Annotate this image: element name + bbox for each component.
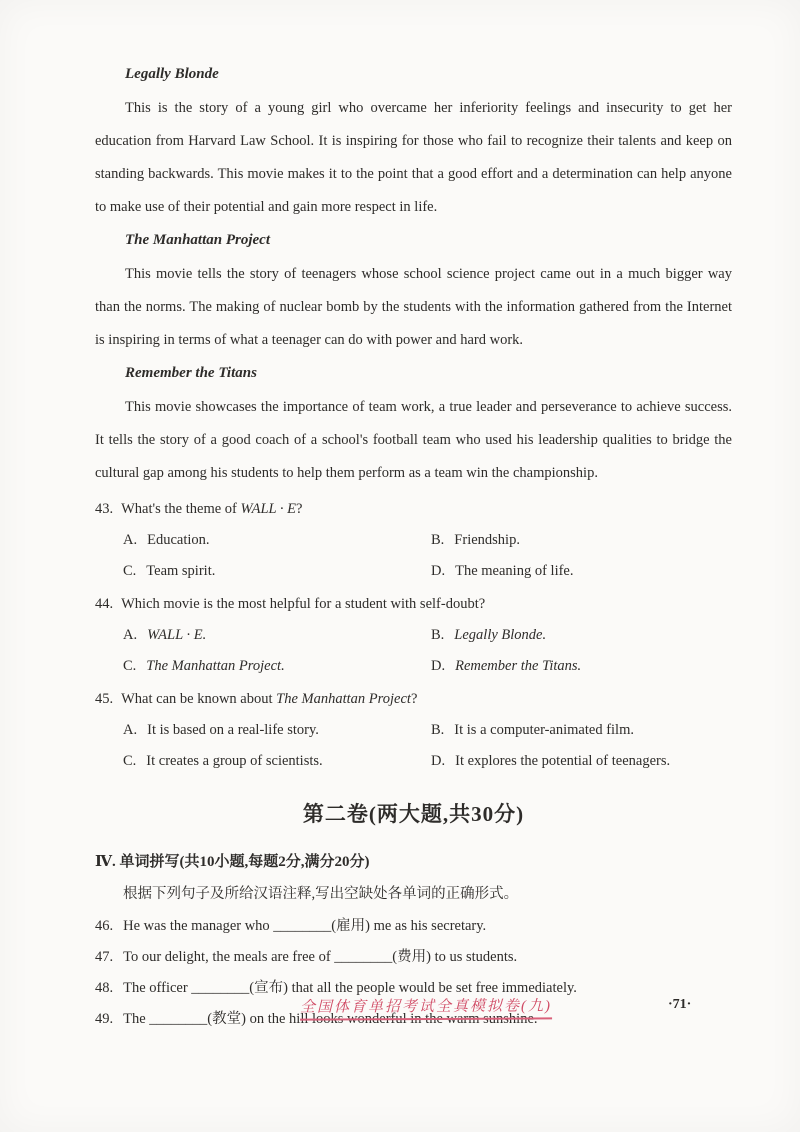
page-content bbox=[95, 58, 732, 1035]
option-43-c bbox=[123, 556, 431, 587]
footer-exam-title: 全国体育单招考试全真模拟卷(九) bbox=[300, 994, 552, 1020]
item-number: 49. bbox=[95, 1011, 114, 1027]
movie-review-manhattan-project: This movie tells the story of teenagers whose school science project came out in a much bigger way than the norms. The making of nuclear bomb by the students with the information gathered from the Internet is inspiring in terms of what a teenager can do with power and hard work. bbox=[95, 266, 732, 348]
option-text: WALL · E. bbox=[147, 627, 207, 643]
option-44-b bbox=[431, 620, 732, 651]
fill-item-47 bbox=[95, 942, 732, 973]
options-row bbox=[95, 620, 732, 651]
options-row bbox=[95, 556, 732, 587]
option-text: Friendship. bbox=[454, 532, 520, 548]
page-number: ·71· bbox=[668, 997, 692, 1012]
option-label: A. bbox=[123, 627, 138, 643]
item-number: 48. bbox=[95, 980, 114, 996]
movie-review-legally-blonde: This is the story of a young girl who overcame her inferiority feelings and insecurity to get her education from Harvard Law School. It is inspiring for those who fail to recognize their talents and keep on standing backwards. This movie makes it to the point that a good effort and a determination can help anyone to make use of their potential and gain more respect in life. bbox=[95, 100, 732, 215]
options-row bbox=[95, 715, 732, 746]
options-row bbox=[95, 746, 732, 777]
option-text: Education. bbox=[147, 532, 210, 548]
option-label: A. bbox=[123, 532, 138, 548]
item-text: He was the manager who ________(雇用) me as his secretary. bbox=[123, 918, 487, 934]
option-label: A. bbox=[123, 722, 138, 738]
option-label: C. bbox=[123, 753, 137, 769]
item-number: 46. bbox=[95, 918, 114, 934]
option-44-d bbox=[431, 651, 732, 682]
question-stem-italic: The Manhattan Project bbox=[276, 691, 411, 707]
option-43-a bbox=[123, 525, 431, 556]
option-45-d bbox=[431, 746, 732, 777]
option-label: B. bbox=[431, 532, 445, 548]
option-text: The Manhattan Project. bbox=[146, 658, 285, 674]
option-text: Remember the Titans. bbox=[455, 658, 582, 674]
option-label: D. bbox=[431, 658, 446, 674]
item-text: The officer ________(宣布) that all the people would be set free immediately. bbox=[123, 980, 577, 996]
option-text: Team spirit. bbox=[146, 563, 216, 579]
question-number: 44. bbox=[95, 596, 114, 612]
option-45-c bbox=[123, 746, 431, 777]
question-stem-text: What can be known about bbox=[121, 691, 277, 707]
option-label: B. bbox=[431, 722, 445, 738]
question-stem-italic: WALL · E bbox=[240, 501, 297, 517]
option-text: It is based on a real-life story. bbox=[147, 722, 319, 738]
movie-title-remember-the-titans: Remember the Titans bbox=[125, 365, 257, 381]
options-row bbox=[95, 525, 732, 556]
option-label: C. bbox=[123, 563, 137, 579]
item-text: To our delight, the meals are free of ________(费用) to us students. bbox=[123, 949, 518, 965]
question-stem-text: What's the theme of bbox=[121, 501, 241, 517]
option-label: C. bbox=[123, 658, 137, 674]
option-label: B. bbox=[431, 627, 445, 643]
fill-item-46 bbox=[95, 911, 732, 942]
option-label: D. bbox=[431, 563, 446, 579]
option-43-b bbox=[431, 525, 732, 556]
option-text: It is a computer-animated film. bbox=[454, 722, 634, 738]
option-43-d bbox=[431, 556, 732, 587]
item-number: 47. bbox=[95, 949, 114, 965]
option-text: Legally Blonde. bbox=[454, 627, 547, 643]
part-4-instruction: 根据下列句子及所给汉语注释,写出空缺处各单词的正确形式。 bbox=[123, 886, 519, 902]
question-number: 43. bbox=[95, 501, 114, 517]
option-44-a bbox=[123, 620, 431, 651]
question-43 bbox=[95, 494, 732, 587]
section-2-title: 第二卷(两大题,共30分) bbox=[302, 802, 525, 826]
option-text: It creates a group of scientists. bbox=[146, 753, 323, 769]
option-text: It explores the potential of teenagers. bbox=[455, 753, 671, 769]
question-stem-text: ? bbox=[410, 691, 418, 707]
option-45-a bbox=[123, 715, 431, 746]
question-45-stem bbox=[95, 684, 732, 715]
page-footer bbox=[0, 995, 800, 1025]
question-43-stem bbox=[95, 494, 732, 525]
item-text: The ________(教堂) on the hill looks wonderful in the warm sunshine. bbox=[123, 1011, 538, 1027]
option-text: The meaning of life. bbox=[455, 563, 574, 579]
question-stem-text: ? bbox=[296, 501, 303, 517]
movie-title-legally-blonde: Legally Blonde bbox=[125, 66, 219, 82]
option-44-c bbox=[123, 651, 431, 682]
part-4-heading: Ⅳ. 单词拼写(共10小题,每题2分,满分20分) bbox=[95, 854, 370, 870]
movie-title-manhattan-project: The Manhattan Project bbox=[125, 232, 271, 248]
option-45-b bbox=[431, 715, 732, 746]
question-44-stem bbox=[95, 589, 732, 620]
options-row bbox=[95, 651, 732, 682]
option-label: D. bbox=[431, 753, 446, 769]
question-number: 45. bbox=[95, 691, 114, 707]
question-44 bbox=[95, 589, 732, 682]
question-stem-text: Which movie is the most helpful for a student with self-doubt? bbox=[121, 596, 486, 612]
question-45 bbox=[95, 684, 732, 777]
movie-review-remember-the-titans: This movie showcases the importance of team work, a true leader and perseverance to achieve success. It tells the story of a good coach of a school's football team who used his leadership qualities to bridge the cultural gap among his students to help them perform as a team win the championship. bbox=[95, 399, 732, 481]
